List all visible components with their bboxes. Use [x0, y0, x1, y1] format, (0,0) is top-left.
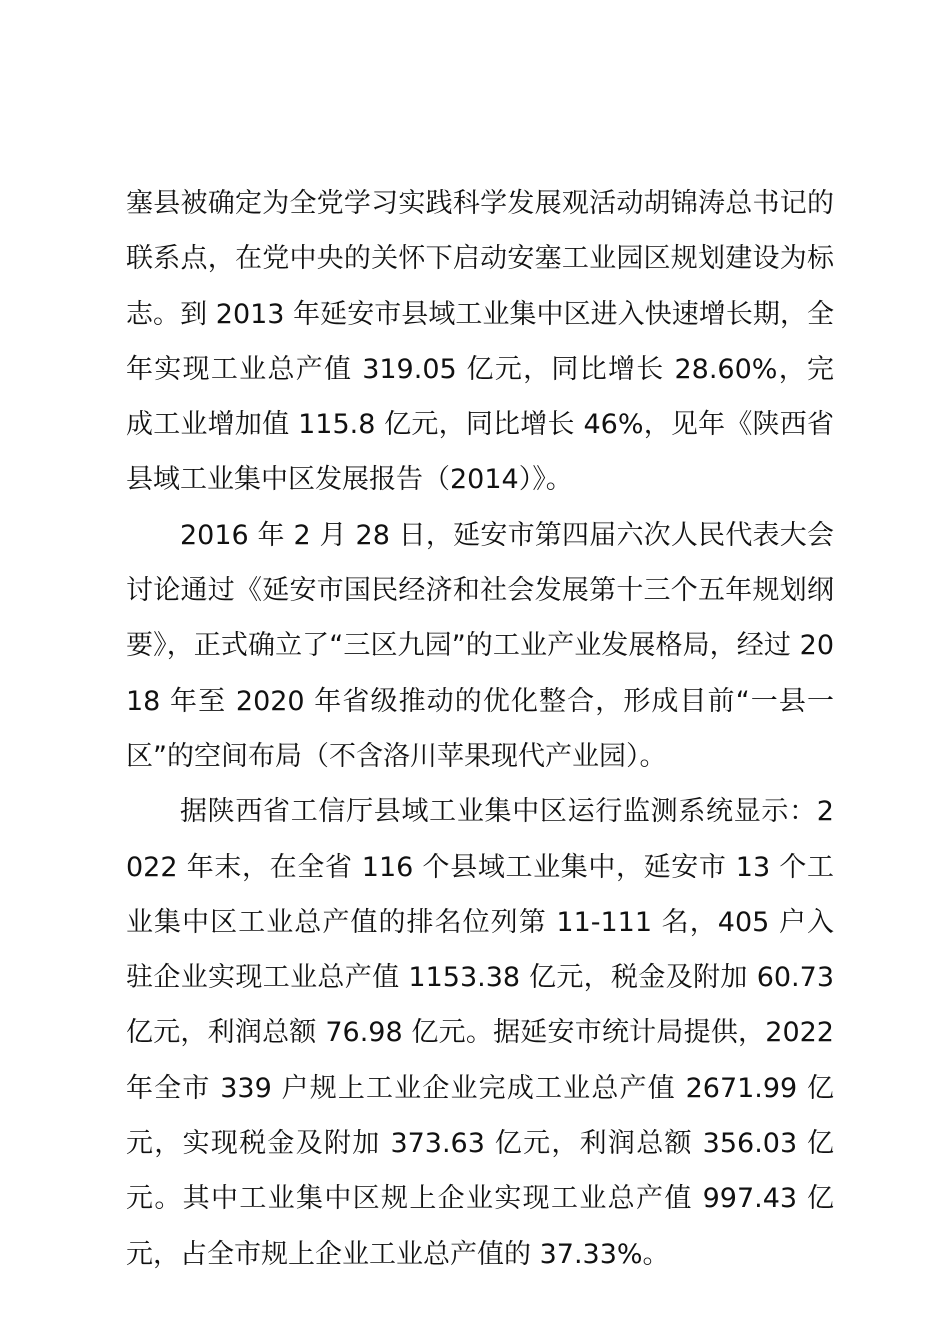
- paragraph-3: 据陕西省工信厅县域工业集中区运行监测系统显示：2022 年末，在全省 116 个县域工业集中，延安市 13 个工业集中区工业总产值的排名位列第 11-111 名，405 户入驻企业实现工业总产值 1153.38 亿元，税金及附加 60.73 亿元，利润总额 76.98 亿元。据延安市统计局提供，2022 年全市 339 户规上工业企业完成工业总产值 2671.99 亿元，实现税金及附加 373.63 亿元，利润总额 356.03 亿元。其中工业集中区规上企业实现工业总产值 997.43 亿元，占全市规上企业工业总产值的 37.33%。: [126, 796, 834, 1270]
- document-page: [126, 176, 834, 1282]
- paragraph-2: 2016 年 2 月 28 日，延安市第四届六次人民代表大会讨论通过《延安市国民经济和社会发展第十三个五年规划纲要》，正式确立了“三区九园”的工业产业发展格局，经过 2018 年至 2020 年省级推动的优化整合，形成目前“一县一区”的空间布局（不含洛川苹果现代产业园）。: [126, 519, 834, 772]
- paragraph-1: 塞县被确定为全党学习实践科学发展观活动胡锦涛总书记的联系点，在党中央的关怀下启动安塞工业园区规划建设为标志。到 2013 年延安市县域工业集中区进入快速增长期，全年实现工业总产值 319.05 亿元，同比增长 28.60%，完成工业增加值 115.8 亿元，同比增长 46%，见年《陕西省县域工业集中区发展报告（2014）》。: [126, 188, 834, 496]
